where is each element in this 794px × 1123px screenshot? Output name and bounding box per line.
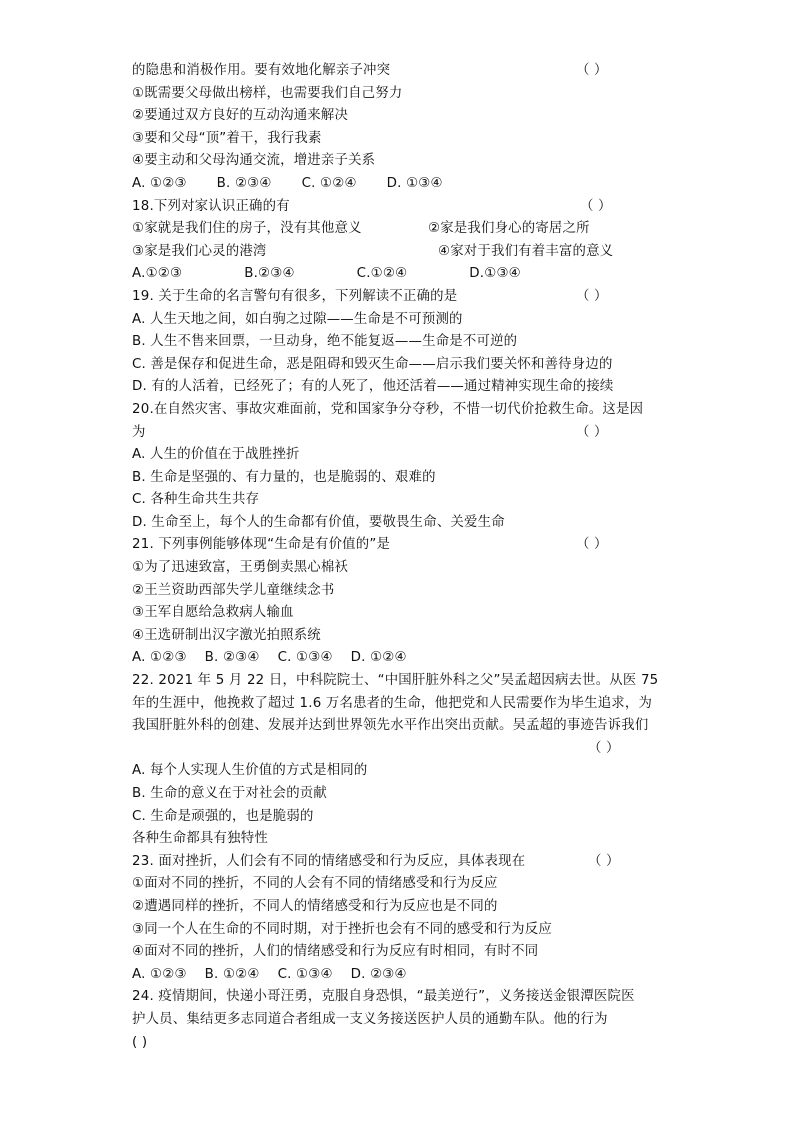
text-line (132, 1032, 666, 1055)
line-text-second: ④家对于我们有着丰富的意义 (438, 243, 614, 259)
answer-option: A. ①②③ (132, 966, 187, 982)
answer-blank-parens: （ ） (580, 198, 612, 214)
answer-blank-parens: （ ） (576, 537, 608, 553)
text-line (132, 105, 666, 128)
line-text: D. 有的人活着，已经死了；有的人死了，他还活着——通过精神实现生命的接续 (132, 379, 614, 395)
line-text: C. 善是保存和促进生命，恶是阻碍和毁灭生命——启示我们要关怀和善待身边的 (132, 356, 613, 372)
line-text: 20.在自然灾害、事故灾难面前，党和国家争分夺秒，不惜一切代价抢救生命。这是因 (132, 401, 644, 417)
line-text: ( ) (132, 1034, 148, 1050)
text-line (132, 512, 666, 535)
line-text: B. 生命的意义在于对社会的贡献 (132, 786, 327, 801)
answer-option: C. ①③④ (277, 650, 333, 666)
text-line (132, 286, 666, 309)
document-page (132, 60, 666, 1054)
line-text: ④面对不同的挫折，人们的情绪感受和行为反应有时相同，有时不同 (132, 944, 539, 960)
text-line (132, 489, 666, 512)
text-line (132, 873, 666, 896)
line-text-second: ②家是我们身心的寄居之所 (428, 221, 590, 237)
answer-options (132, 647, 666, 670)
text-line (132, 309, 666, 332)
text-line (132, 986, 666, 1009)
line-text: A. 每个人实现人生价值的方式是相同的 (132, 763, 368, 779)
line-text: 的隐患和消极作用。要有效地化解亲子冲突 (132, 63, 391, 78)
line-text: 19. 关于生命的名言警句有很多，下列解读不正确的是 (132, 288, 458, 304)
answer-blank-parens: （ ） (576, 63, 608, 78)
text-line (132, 693, 666, 716)
text-line (132, 1009, 666, 1032)
text-line (132, 851, 666, 874)
text-line (132, 331, 666, 354)
answer-blank-parens: （ ） (588, 853, 620, 869)
text-line (132, 896, 666, 919)
text-line (132, 83, 666, 106)
text-line (132, 783, 666, 806)
line-text: C. 生命是顽强的，也是脆弱的 (132, 808, 314, 824)
line-text: A. 人生的价值在于战胜挫折 (132, 447, 300, 463)
text-line (132, 399, 666, 422)
answer-option: A. ①②③ (132, 175, 187, 191)
text-line (132, 467, 666, 490)
line-text: 年的生涯中，他挽救了超过 1.6 万名患者的生命，他把党和人民需要作为毕生追求，为 (132, 695, 653, 711)
answer-option: B. ②③④ (204, 650, 260, 666)
line-text: ①既需要父母做出榜样，也需要我们自己努力 (132, 85, 403, 101)
line-text: ④王选研制出汉字激光拍照系统 (132, 627, 321, 643)
line-text: A. 人生天地之间，如白驹之过隙——生命是不可预测的 (132, 311, 463, 327)
line-text: 18.下列对家认识正确的有 (132, 198, 290, 214)
answer-option: A.①②③ (132, 266, 183, 282)
text-line (132, 196, 666, 219)
line-text: ①面对不同的挫折，不同的人会有不同的情绪感受和行为反应 (132, 876, 498, 892)
text-line (132, 60, 666, 83)
line-text: 我国肝脏外科的创建、发展并达到世界领先水平作出突出贡献。吴孟超的事迹告诉我们 (132, 718, 649, 734)
text-line (132, 534, 666, 557)
answer-option: D. ①②④ (350, 650, 407, 666)
line-text: 为 (132, 424, 146, 440)
line-text: C. 各种生命共生共存 (132, 492, 260, 508)
line-text: 22. 2021 年 5 月 22 日，中科院院士、“中国肝脏外科之父”吴孟超因病去世。从医 75 (132, 673, 659, 689)
text-line (132, 602, 666, 625)
text-line (132, 218, 666, 241)
answer-blank-parens: （ ） (576, 424, 608, 440)
answer-option: C. ①②④ (301, 175, 357, 191)
answer-option: B. ①②④ (204, 966, 260, 982)
line-text: 23. 面对挫折，人们会有不同的情绪感受和行为反应，具体表现在 (132, 853, 526, 869)
text-line (132, 241, 666, 264)
text-line (132, 150, 666, 173)
answer-blank-parens: （ ） (588, 740, 620, 756)
answer-option: C. ①③④ (277, 966, 333, 982)
line-text: ④要主动和父母沟通交流，增进亲子关系 (132, 153, 376, 169)
line-text: 各种生命都具有独特性 (132, 831, 268, 847)
line-text: ①家就是我们住的房子，没有其他意义 (132, 221, 362, 237)
text-line (132, 557, 666, 580)
line-text: B. 人生不售来回票，一旦动身，绝不能复返——生命是不可逆的 (132, 334, 518, 350)
answer-options (132, 173, 666, 196)
text-line (132, 806, 666, 829)
text-line (132, 376, 666, 399)
answer-options (132, 263, 666, 286)
answer-option: B.②③④ (244, 266, 295, 282)
line-text: ①为了迅速致富，王勇倒卖黑心棉袄 (132, 560, 349, 576)
text-line (132, 580, 666, 603)
line-text: ③王军自愿给急救病人输血 (132, 605, 294, 621)
line-text: B. 生命是坚强的、有力量的，也是脆弱的、艰难的 (132, 469, 436, 485)
answer-option: A. ①②③ (132, 650, 187, 666)
text-line (132, 919, 666, 942)
text-line (132, 828, 666, 851)
line-text: 24. 疫情期间，快递小哥汪勇，克服自身恐惧，“最美逆行”，义务接送金银潭医院医 (132, 989, 635, 1005)
answer-option: D.①③④ (469, 266, 521, 282)
text-line (132, 128, 666, 151)
line-text: ③家是我们心灵的港湾 (132, 243, 267, 259)
line-text: ②要通过双方良好的互动沟通来解决 (132, 108, 349, 124)
answer-option: D. ②③④ (350, 966, 407, 982)
text-line (132, 738, 666, 761)
line-text: 21. 下列事例能够体现“生命是有价值的”是 (132, 537, 391, 553)
line-text: 护人员、集结更多志同道合者组成一支义务接送医护人员的通勤车队。他的行为 (132, 1011, 608, 1027)
text-line (132, 760, 666, 783)
text-line (132, 941, 666, 964)
text-line (132, 625, 666, 648)
text-line (132, 422, 666, 445)
line-text: ③要和父母“顶”着干，我行我素 (132, 130, 322, 146)
answer-option: D. ①③④ (386, 175, 443, 191)
line-text: ②王兰资助西部失学儿童继续念书 (132, 582, 335, 598)
answer-option: C.①②④ (356, 266, 408, 282)
line-text: D. 生命至上，每个人的生命都有价值，要敬畏生命、关爱生命 (132, 514, 505, 530)
text-line (132, 715, 666, 738)
text-line (132, 670, 666, 693)
text-line (132, 354, 666, 377)
answer-blank-parens: （ ） (576, 288, 608, 304)
line-text: ②遭遇同样的挫折，不同人的情绪感受和行为反应也是不同的 (132, 898, 498, 914)
answer-options (132, 964, 666, 987)
text-line (132, 444, 666, 467)
line-text: ③同一个人在生命的不同时期，对于挫折也会有不同的感受和行为反应 (132, 921, 552, 937)
answer-option: B. ②③④ (216, 175, 272, 191)
